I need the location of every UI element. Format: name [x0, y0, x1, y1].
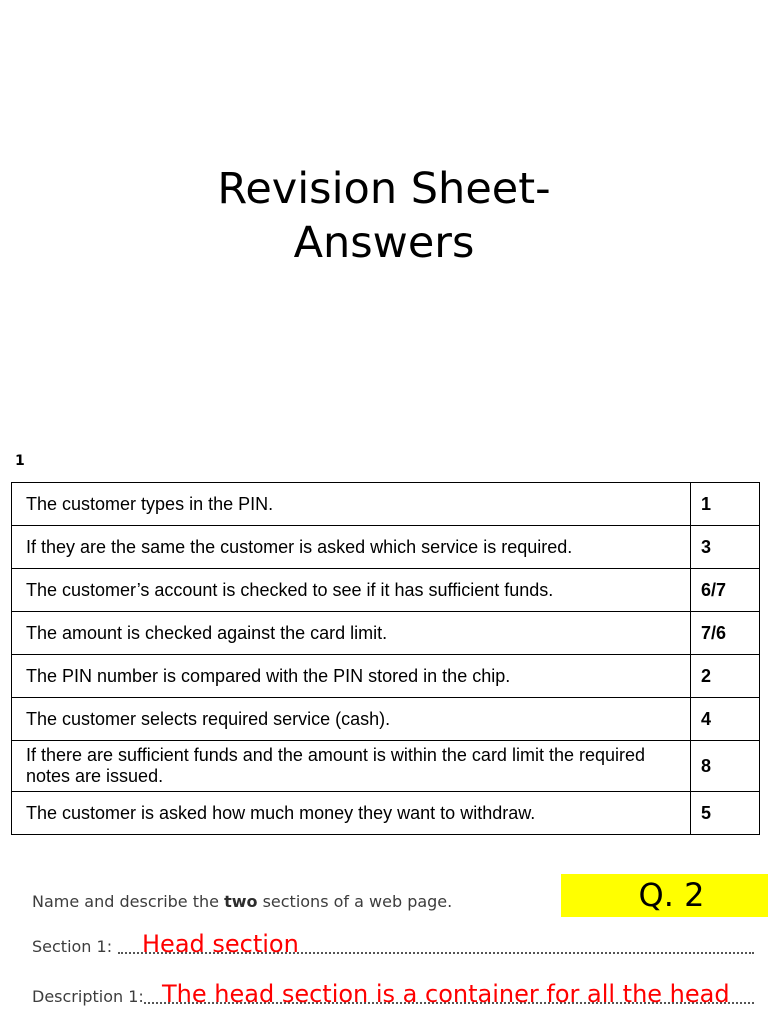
section-1-answer: Head section: [142, 930, 299, 958]
step-text: If there are sufficient funds and the amount is within the card limit the required notes are issued.: [12, 741, 691, 792]
table-row: [12, 698, 760, 741]
order-number: 2: [691, 655, 760, 698]
table-row: [12, 483, 760, 526]
order-number: 5: [691, 792, 760, 835]
section-1-label: Section 1:: [32, 937, 113, 956]
table-row: [12, 612, 760, 655]
step-text: The customer selects required service (cash).: [12, 698, 691, 741]
section-1-answer-line: [32, 928, 754, 958]
prompt-text: sections of a web page.: [257, 892, 453, 911]
page-title: [0, 162, 768, 270]
title-line-1: Revision Sheet-: [217, 164, 551, 214]
table-row: [12, 526, 760, 569]
step-text: If they are the same the customer is asked which service is required.: [12, 526, 691, 569]
order-number: 4: [691, 698, 760, 741]
description-1-answer: The head section is a container for all the head: [162, 980, 730, 1008]
order-number: 1: [691, 483, 760, 526]
step-text: The customer types in the PIN.: [12, 483, 691, 526]
ordering-table: [11, 482, 760, 835]
step-text: The amount is checked against the card limit.: [12, 612, 691, 655]
order-number: 7/6: [691, 612, 760, 655]
table-row: [12, 792, 760, 835]
prompt-text: Name and describe the: [32, 892, 225, 911]
table-row: [12, 569, 760, 612]
description-1-label: Description 1:: [32, 987, 144, 1006]
question-1-number: 1: [15, 453, 25, 469]
order-number: 6/7: [691, 569, 760, 612]
order-number: 3: [691, 526, 760, 569]
prompt-emphasis: two: [224, 892, 258, 911]
question-2-prompt: [32, 892, 452, 911]
table-row: [12, 741, 760, 792]
question-2-badge: Q. 2: [561, 874, 768, 917]
description-1-answer-line: [32, 978, 754, 1008]
order-number: 8: [691, 741, 760, 792]
title-line-2: Answers: [293, 218, 475, 268]
step-text: The PIN number is compared with the PIN stored in the chip.: [12, 655, 691, 698]
step-text: The customer’s account is checked to see if it has sufficient funds.: [12, 569, 691, 612]
table-row: [12, 655, 760, 698]
step-text: The customer is asked how much money they want to withdraw.: [12, 792, 691, 835]
